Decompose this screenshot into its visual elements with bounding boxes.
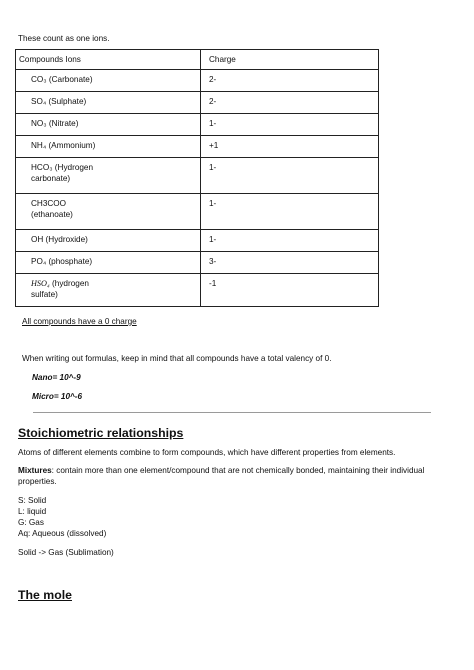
ion-name: OH (Hydroxide)	[31, 235, 88, 244]
ion-name-line1: CH3COO	[31, 199, 67, 208]
table-row	[16, 114, 379, 136]
ion-charge: 2-	[209, 97, 217, 106]
horizontal-divider	[33, 412, 431, 413]
ion-name: NH₄ (Ammonium)	[31, 141, 96, 150]
table-row	[16, 194, 379, 230]
ion-name: NO₃ (Nitrate)	[31, 119, 79, 128]
ion-charge: 2-	[209, 75, 217, 84]
state-item: Aq: Aqueous (dissolved)	[18, 529, 107, 538]
nano-definition: Nano= 10^-9	[32, 373, 81, 382]
state-item: G: Gas	[18, 518, 44, 527]
ion-name	[16, 274, 200, 300]
state-item: L: liquid	[18, 507, 47, 516]
ion-charge: -1	[209, 279, 217, 288]
mixtures-paragraph	[18, 465, 458, 487]
table-header-row	[16, 50, 379, 70]
valency-note: When writing out formulas, keep in mind that all compounds have a total valency of 0.	[22, 354, 332, 363]
mixtures-label: Mixtures	[18, 466, 52, 475]
mixtures-text: : contain more than one element/compound that are not chemically bonded, maintaining their individual properties.	[18, 466, 425, 486]
ion-charge: +1	[209, 141, 219, 150]
ion-name-line2: carbonate)	[31, 174, 71, 183]
ion-name-line1: HCO₃ (Hydrogen	[31, 163, 94, 172]
ion-charge: 1-	[209, 235, 217, 244]
section-heading-stoichiometric: Stoichiometric relationships	[18, 426, 184, 440]
table-row	[16, 136, 379, 158]
state-item: S: Solid	[18, 496, 47, 505]
micro-definition: Micro= 10^-6	[32, 392, 83, 401]
atoms-paragraph: Atoms of different elements combine to form compounds, which have different properties from elements.	[18, 448, 396, 457]
ion-name: CO₃ (Carbonate)	[31, 75, 93, 84]
ion-name	[16, 194, 200, 220]
all-compounds-note: All compounds have a 0 charge	[22, 317, 137, 326]
ion-charge: 3-	[209, 257, 217, 266]
table-row	[16, 274, 379, 307]
sublimation-text: Solid -> Gas (Sublimation)	[18, 548, 114, 557]
ion-name: PO₄ (phosphate)	[31, 257, 93, 266]
ion-charge: 1-	[209, 199, 217, 208]
ion-formula: HSO₄	[31, 279, 50, 288]
column-header-charge: Charge	[209, 55, 236, 64]
ion-charge: 1-	[209, 163, 217, 172]
table-row	[16, 70, 379, 92]
ion-name: SO₄ (Sulphate)	[31, 97, 87, 106]
intro-text: These count as one ions.	[18, 34, 110, 43]
states-list	[18, 495, 106, 539]
ions-table	[15, 49, 379, 307]
ion-name-line2: sulfate)	[31, 290, 58, 299]
ion-name	[16, 158, 200, 184]
column-header-compounds: Compounds Ions	[19, 55, 81, 64]
section-heading-mole: The mole	[18, 588, 72, 602]
table-row	[16, 92, 379, 114]
table-row	[16, 252, 379, 274]
table-row	[16, 158, 379, 194]
ion-name-line2: (ethanoate)	[31, 210, 73, 219]
ion-name-rest: (hydrogen	[49, 279, 89, 288]
ion-name-line1	[31, 278, 200, 289]
table-row	[16, 230, 379, 252]
ion-charge: 1-	[209, 119, 217, 128]
